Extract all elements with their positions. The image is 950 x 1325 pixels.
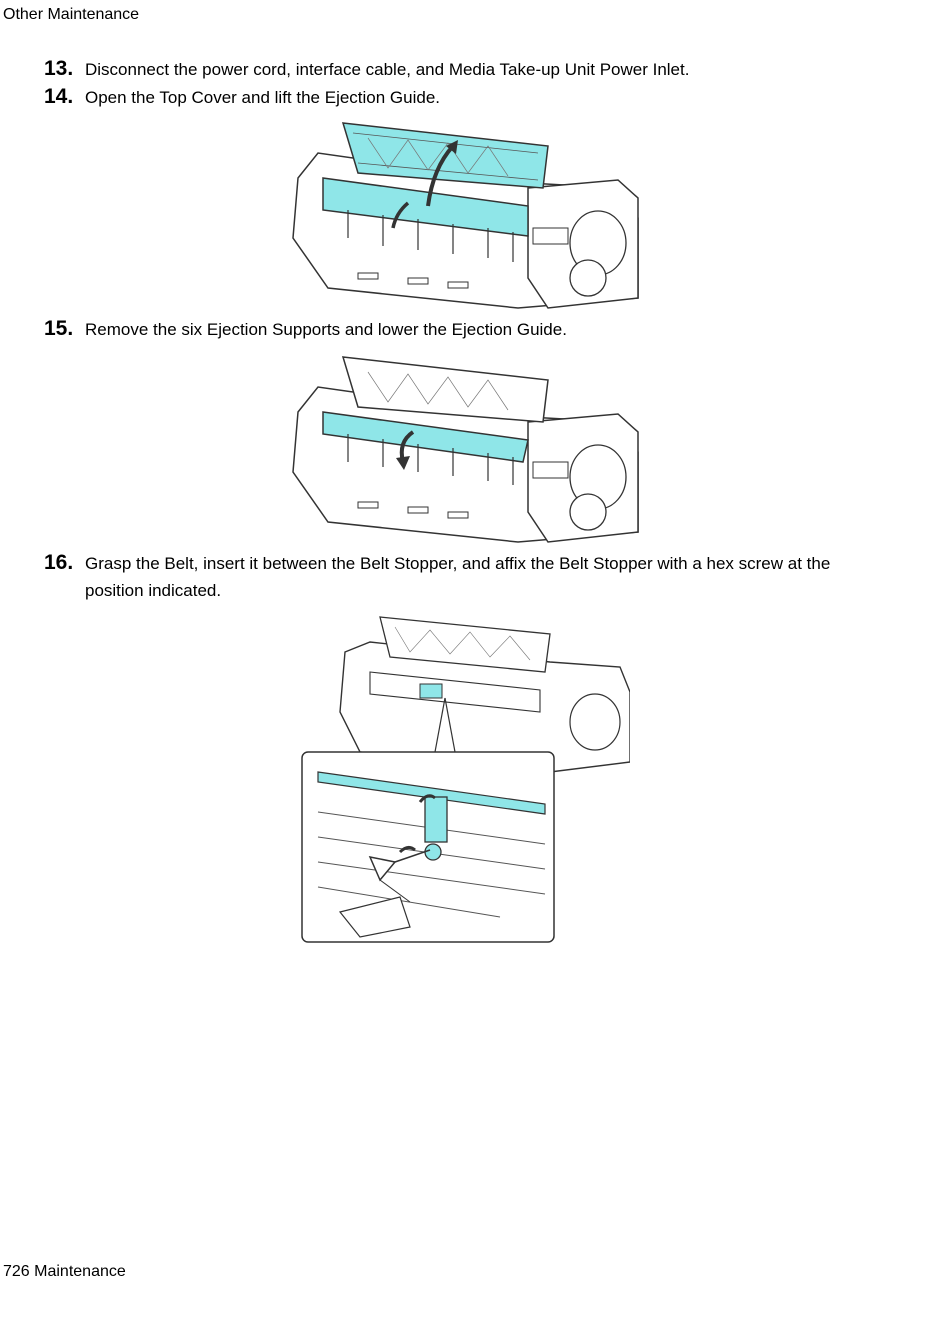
- step-number: 16.: [44, 551, 74, 574]
- step-16: [44, 549, 831, 609]
- step-text: Remove the six Ejection Supports and lower the Ejection Guide.: [85, 320, 567, 339]
- printer-belt-stopper-detail-illustration: [300, 612, 630, 944]
- step-text: Grasp the Belt, insert it between the Belt Stopper, and affix the Belt Stopper with a hex screw at the position indicated.: [85, 554, 831, 600]
- step-number: 15.: [44, 317, 74, 340]
- printer-top-cover-open-illustration: [288, 118, 643, 310]
- figure-belt-stopper: [300, 612, 630, 944]
- step-number: 13.: [44, 57, 74, 80]
- page-footer: 726 Maintenance: [3, 1263, 126, 1280]
- step-14: [44, 83, 441, 111]
- figure-top-cover-open: [288, 118, 643, 310]
- figure-ejection-guide: [288, 352, 643, 544]
- step-text: Open the Top Cover and lift the Ejection Guide.: [85, 88, 441, 107]
- section-header: Other Maintenance: [3, 6, 140, 23]
- step-15: [44, 315, 567, 343]
- step-number: 14.: [44, 85, 74, 108]
- printer-ejection-guide-lowered-illustration: [288, 352, 643, 544]
- step-text: Disconnect the power cord, interface cable, and Media Take-up Unit Power Inlet.: [85, 60, 690, 79]
- step-13: [44, 55, 690, 83]
